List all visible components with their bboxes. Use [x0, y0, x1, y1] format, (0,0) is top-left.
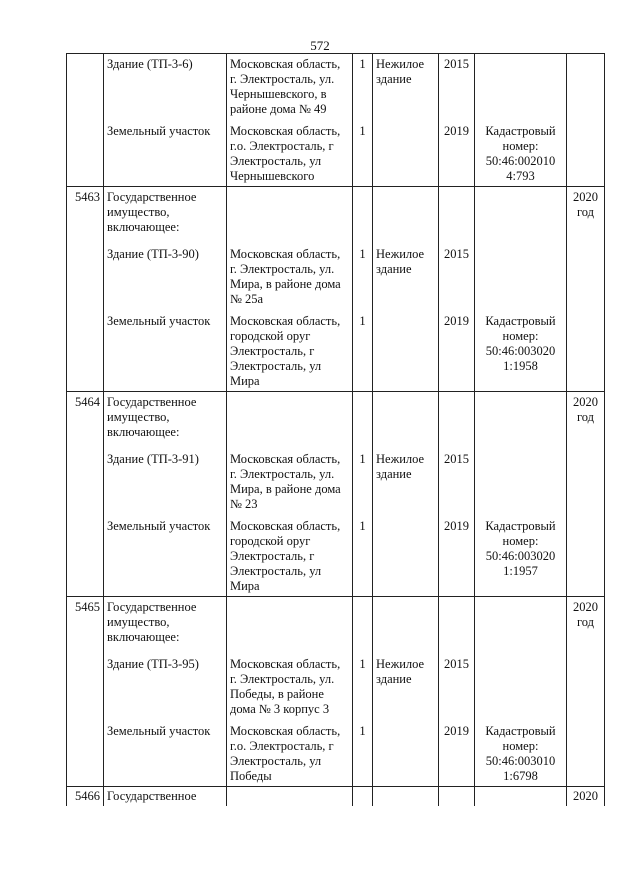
quantity-cell: [353, 787, 373, 807]
record-number-cell: [67, 121, 104, 187]
year-text: 2015: [444, 57, 469, 71]
record-number-cell: [67, 516, 104, 597]
cadastral-number-cell: [475, 721, 567, 787]
cadastral-number-text: Кадастровый номер: 50:46:002010 4:793: [485, 124, 556, 183]
record-number-cell: [67, 597, 104, 655]
quantity-text: 1: [359, 247, 366, 261]
quantity-text: 1: [359, 124, 366, 138]
year-text: 2019: [444, 519, 469, 533]
record-number-text: 5466: [75, 789, 100, 803]
year-cell: [439, 121, 475, 187]
table-row: [67, 654, 605, 721]
quantity-text: 1: [359, 724, 366, 738]
record-number-text: 5463: [75, 190, 100, 204]
property-name-text: Земельный участок: [107, 314, 211, 328]
property-name-cell: [104, 449, 227, 516]
quantity-text: 1: [359, 519, 366, 533]
cadastral-number-cell: [475, 54, 567, 122]
record-number-cell: [67, 654, 104, 721]
table-row: [67, 787, 605, 807]
address-cell: [227, 187, 353, 245]
purpose-cell: [373, 311, 439, 392]
record-number-cell: [67, 54, 104, 122]
cadastral-number-cell: [475, 787, 567, 807]
address-text: Московская область, г.о. Электросталь, г Электросталь, ул Победы: [230, 724, 341, 783]
year-text: 2015: [444, 657, 469, 671]
purpose-text: Нежилое здание: [376, 247, 425, 276]
year-cell: [439, 54, 475, 122]
quantity-cell: [353, 187, 373, 245]
address-cell: [227, 392, 353, 450]
address-cell: [227, 516, 353, 597]
inclusion-date-cell: [567, 654, 605, 721]
inclusion-date-text: 2020 год: [573, 395, 598, 424]
inclusion-date-text: 2020: [573, 789, 598, 803]
year-text: 2019: [444, 124, 469, 138]
registry-body: [67, 54, 605, 807]
table-row: [67, 244, 605, 311]
inclusion-date-cell: [567, 311, 605, 392]
property-name-text: Здание (ТП-3-95): [107, 657, 199, 671]
inclusion-date-text: 2020 год: [573, 190, 598, 219]
cadastral-number-cell: [475, 449, 567, 516]
quantity-text: 1: [359, 452, 366, 466]
property-name-text: Здание (ТП-3-90): [107, 247, 199, 261]
property-name-text: Земельный участок: [107, 519, 211, 533]
year-cell: [439, 449, 475, 516]
cadastral-number-text: Кадастровый номер: 50:46:003020 1:1957: [485, 519, 556, 578]
year-text: 2019: [444, 724, 469, 738]
table-row: [67, 721, 605, 787]
record-number-text: 5465: [75, 600, 100, 614]
property-name-cell: [104, 721, 227, 787]
inclusion-date-cell: [567, 121, 605, 187]
address-text: Московская область, г. Электросталь, ул. Мира, в районе дома № 25а: [230, 247, 341, 306]
table-row: [67, 311, 605, 392]
purpose-cell: [373, 787, 439, 807]
quantity-cell: [353, 121, 373, 187]
address-text: Московская область, городской оруг Электросталь, г Электросталь, ул Мира: [230, 519, 341, 593]
inclusion-date-cell: [567, 244, 605, 311]
quantity-cell: [353, 654, 373, 721]
purpose-text: Нежилое здание: [376, 452, 425, 481]
property-name-cell: [104, 244, 227, 311]
property-name-text: Государственное имущество, включающее:: [107, 395, 197, 439]
address-cell: [227, 449, 353, 516]
property-name-cell: [104, 392, 227, 450]
purpose-text: Нежилое здание: [376, 57, 425, 86]
address-text: Московская область, г.о. Электросталь, г Электросталь, ул Чернышевского: [230, 124, 341, 183]
inclusion-date-cell: [567, 787, 605, 807]
purpose-text: Нежилое здание: [376, 657, 425, 686]
address-text: Московская область, г. Электросталь, ул. Чернышевского, в районе дома № 49: [230, 57, 341, 116]
property-name-cell: [104, 654, 227, 721]
table-row: [67, 597, 605, 655]
property-name-text: Земельный участок: [107, 124, 211, 138]
address-cell: [227, 654, 353, 721]
cadastral-number-cell: [475, 311, 567, 392]
table-row: [67, 449, 605, 516]
quantity-cell: [353, 721, 373, 787]
purpose-cell: [373, 187, 439, 245]
quantity-text: 1: [359, 57, 366, 71]
inclusion-date-cell: [567, 187, 605, 245]
record-number-cell: [67, 187, 104, 245]
year-text: 2015: [444, 247, 469, 261]
purpose-cell: [373, 54, 439, 122]
table-row: [67, 392, 605, 450]
address-cell: [227, 721, 353, 787]
inclusion-date-text: 2020 год: [573, 600, 598, 629]
address-cell: [227, 121, 353, 187]
property-name-cell: [104, 187, 227, 245]
record-number-cell: [67, 244, 104, 311]
quantity-cell: [353, 311, 373, 392]
property-registry-table: [66, 53, 605, 806]
cadastral-number-cell: [475, 244, 567, 311]
quantity-text: 1: [359, 314, 366, 328]
cadastral-number-text: Кадастровый номер: 50:46:003010 1:6798: [485, 724, 556, 783]
quantity-cell: [353, 597, 373, 655]
quantity-text: 1: [359, 657, 366, 671]
record-number-cell: [67, 311, 104, 392]
inclusion-date-cell: [567, 721, 605, 787]
quantity-cell: [353, 449, 373, 516]
property-name-cell: [104, 787, 227, 807]
property-name-cell: [104, 516, 227, 597]
property-name-text: Государственное имущество, включающее:: [107, 190, 197, 234]
cadastral-number-cell: [475, 121, 567, 187]
address-cell: [227, 597, 353, 655]
year-cell: [439, 244, 475, 311]
cadastral-number-text: Кадастровый номер: 50:46:003020 1:1958: [485, 314, 556, 373]
quantity-cell: [353, 244, 373, 311]
cadastral-number-cell: [475, 597, 567, 655]
quantity-cell: [353, 392, 373, 450]
address-text: Московская область, г. Электросталь, ул. Мира, в районе дома № 23: [230, 452, 341, 511]
purpose-cell: [373, 449, 439, 516]
table-row: [67, 187, 605, 245]
inclusion-date-cell: [567, 597, 605, 655]
address-text: Московская область, г. Электросталь, ул. Победы, в районе дома № 3 корпус 3: [230, 657, 341, 716]
address-cell: [227, 244, 353, 311]
record-number-cell: [67, 787, 104, 807]
inclusion-date-cell: [567, 449, 605, 516]
address-cell: [227, 787, 353, 807]
property-name-cell: [104, 54, 227, 122]
purpose-cell: [373, 721, 439, 787]
property-name-text: Здание (ТП-3-6): [107, 57, 193, 71]
property-name-cell: [104, 121, 227, 187]
year-cell: [439, 597, 475, 655]
record-number-text: 5464: [75, 395, 100, 409]
address-cell: [227, 54, 353, 122]
purpose-cell: [373, 516, 439, 597]
cadastral-number-cell: [475, 187, 567, 245]
purpose-cell: [373, 597, 439, 655]
cadastral-number-cell: [475, 516, 567, 597]
property-name-text: Государственное имущество, включающее:: [107, 600, 197, 644]
address-cell: [227, 311, 353, 392]
quantity-cell: [353, 54, 373, 122]
purpose-cell: [373, 654, 439, 721]
property-name-text: Здание (ТП-3-91): [107, 452, 199, 466]
property-name-cell: [104, 597, 227, 655]
year-cell: [439, 787, 475, 807]
year-cell: [439, 721, 475, 787]
property-name-text: Государственное: [107, 789, 197, 803]
record-number-cell: [67, 449, 104, 516]
table-row: [67, 516, 605, 597]
year-cell: [439, 187, 475, 245]
property-name-cell: [104, 311, 227, 392]
year-cell: [439, 654, 475, 721]
quantity-cell: [353, 516, 373, 597]
purpose-cell: [373, 121, 439, 187]
purpose-cell: [373, 392, 439, 450]
record-number-cell: [67, 392, 104, 450]
year-cell: [439, 311, 475, 392]
year-text: 2019: [444, 314, 469, 328]
year-text: 2015: [444, 452, 469, 466]
purpose-cell: [373, 244, 439, 311]
inclusion-date-cell: [567, 392, 605, 450]
year-cell: [439, 516, 475, 597]
record-number-cell: [67, 721, 104, 787]
table-row: [67, 121, 605, 187]
inclusion-date-cell: [567, 54, 605, 122]
property-name-text: Земельный участок: [107, 724, 211, 738]
inclusion-date-cell: [567, 516, 605, 597]
cadastral-number-cell: [475, 392, 567, 450]
page-number: 572: [310, 38, 330, 53]
table-row: [67, 54, 605, 122]
year-cell: [439, 392, 475, 450]
cadastral-number-cell: [475, 654, 567, 721]
address-text: Московская область, городской оруг Электросталь, г Электросталь, ул Мира: [230, 314, 341, 388]
